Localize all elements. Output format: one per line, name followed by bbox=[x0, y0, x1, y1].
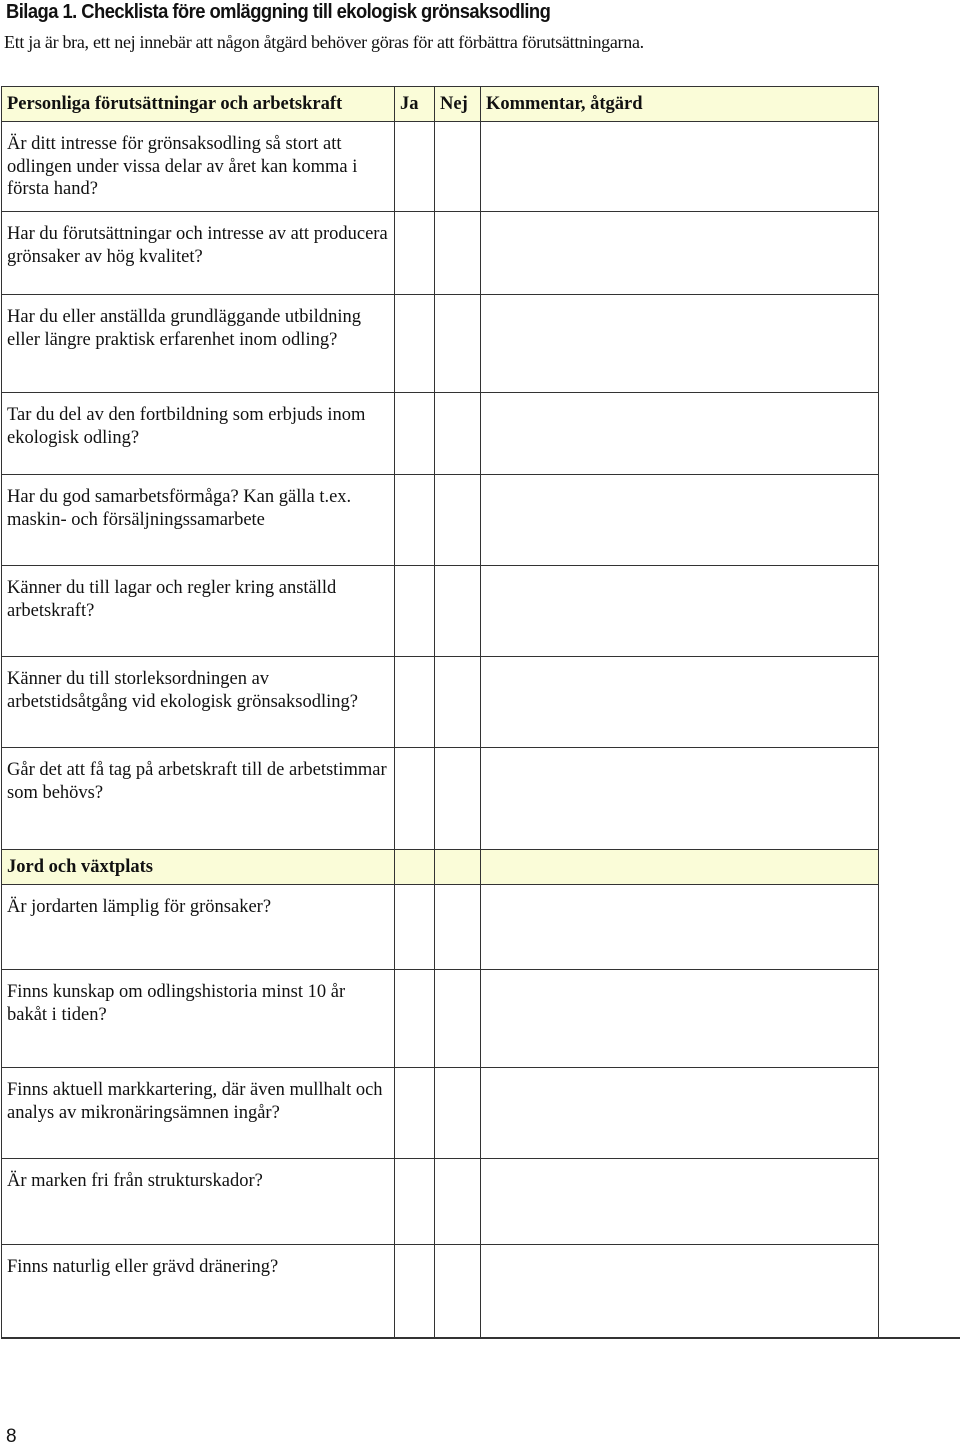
question-text: Är ditt intresse för grönsaksodling så stort att odlingen under vissa delar av året kan komma i första hand? bbox=[2, 122, 395, 212]
ja-checkbox-cell[interactable] bbox=[395, 566, 435, 657]
ja-checkbox-cell[interactable] bbox=[395, 885, 435, 970]
comment-cell[interactable] bbox=[481, 475, 879, 566]
question-row bbox=[2, 122, 879, 212]
comment-cell[interactable] bbox=[481, 1245, 879, 1339]
question-row bbox=[2, 657, 879, 748]
question-text: Har du förutsättningar och intresse av att producera grönsaker av hög kvalitet? bbox=[2, 212, 395, 295]
section-heading: Jord och växtplats bbox=[2, 850, 395, 885]
question-text: Går det att få tag på arbetskraft till de arbetstimmar som behövs? bbox=[2, 748, 395, 850]
question-text: Finns aktuell markkartering, där även mullhalt och analys av mikronäringsämnen ingår? bbox=[2, 1068, 395, 1159]
ja-checkbox-cell[interactable] bbox=[395, 122, 435, 212]
comment-cell[interactable] bbox=[481, 657, 879, 748]
nej-checkbox-cell[interactable] bbox=[435, 393, 481, 475]
question-text: Finns naturlig eller grävd dränering? bbox=[2, 1245, 395, 1339]
ja-column-header: Ja bbox=[395, 87, 435, 122]
checklist-table bbox=[1, 86, 879, 1339]
ja-checkbox-cell[interactable] bbox=[395, 1068, 435, 1159]
nej-checkbox-cell[interactable] bbox=[435, 657, 481, 748]
nej-checkbox-cell[interactable] bbox=[435, 295, 481, 393]
question-row bbox=[2, 212, 879, 295]
nej-checkbox-cell[interactable] bbox=[435, 1159, 481, 1245]
ja-checkbox-cell[interactable] bbox=[395, 393, 435, 475]
question-text: Känner du till lagar och regler kring anställd arbetskraft? bbox=[2, 566, 395, 657]
ja-checkbox-cell[interactable] bbox=[395, 295, 435, 393]
nej-checkbox-cell[interactable] bbox=[435, 566, 481, 657]
section-header-row bbox=[2, 850, 879, 885]
comment-cell[interactable] bbox=[481, 295, 879, 393]
question-text: Har du god samarbetsförmåga? Kan gälla t.ex. maskin- och försäljningssamarbete bbox=[2, 475, 395, 566]
page-number: 8 bbox=[6, 1426, 17, 1447]
comment-cell[interactable] bbox=[481, 748, 879, 850]
ja-checkbox-cell[interactable] bbox=[395, 212, 435, 295]
comment-cell[interactable] bbox=[481, 1159, 879, 1245]
question-row bbox=[2, 295, 879, 393]
nej-checkbox-cell[interactable] bbox=[435, 1245, 481, 1339]
ja-checkbox-cell[interactable] bbox=[395, 1245, 435, 1339]
question-text: Är marken fri från strukturskador? bbox=[2, 1159, 395, 1245]
nej-checkbox-cell[interactable] bbox=[435, 122, 481, 212]
comment-cell[interactable] bbox=[481, 885, 879, 970]
nej-checkbox-cell[interactable] bbox=[435, 748, 481, 850]
ja-checkbox-cell[interactable] bbox=[395, 657, 435, 748]
comment-cell[interactable] bbox=[481, 1068, 879, 1159]
question-text: Är jordarten lämplig för grönsaker? bbox=[2, 885, 395, 970]
nej-column-header: Nej bbox=[435, 87, 481, 122]
ja-checkbox-cell[interactable] bbox=[395, 748, 435, 850]
question-text: Finns kunskap om odlingshistoria minst 10 år bakåt i tiden? bbox=[2, 970, 395, 1068]
question-row bbox=[2, 1159, 879, 1245]
page-title: Bilaga 1. Checklista före omläggning till ekologisk grönsaksodling bbox=[6, 1, 551, 23]
question-text: Har du eller anställda grundläggande utbildning eller längre praktisk erfarenhet inom odling? bbox=[2, 295, 395, 393]
question-row bbox=[2, 1068, 879, 1159]
ja-checkbox-cell[interactable] bbox=[395, 970, 435, 1068]
nej-checkbox-cell[interactable] bbox=[435, 885, 481, 970]
ja-cell bbox=[395, 850, 435, 885]
comment-column-header: Kommentar, åtgärd bbox=[481, 87, 879, 122]
question-row bbox=[2, 885, 879, 970]
nej-checkbox-cell[interactable] bbox=[435, 970, 481, 1068]
question-row bbox=[2, 393, 879, 475]
question-row bbox=[2, 748, 879, 850]
nej-checkbox-cell[interactable] bbox=[435, 1068, 481, 1159]
comment-cell[interactable] bbox=[481, 393, 879, 475]
nej-checkbox-cell[interactable] bbox=[435, 475, 481, 566]
comment-cell bbox=[481, 850, 879, 885]
ja-checkbox-cell[interactable] bbox=[395, 1159, 435, 1245]
nej-checkbox-cell[interactable] bbox=[435, 212, 481, 295]
question-row bbox=[2, 970, 879, 1068]
question-text: Tar du del av den fortbildning som erbjuds inom ekologisk odling? bbox=[2, 393, 395, 475]
comment-cell[interactable] bbox=[481, 566, 879, 657]
comment-cell[interactable] bbox=[481, 212, 879, 295]
comment-cell[interactable] bbox=[481, 970, 879, 1068]
section-header-row bbox=[2, 87, 879, 122]
section-heading: Personliga förutsättningar och arbetskraft bbox=[2, 87, 395, 122]
question-row bbox=[2, 566, 879, 657]
comment-cell[interactable] bbox=[481, 122, 879, 212]
nej-cell bbox=[435, 850, 481, 885]
table-bottom-rule bbox=[1, 1337, 960, 1339]
question-row bbox=[2, 475, 879, 566]
page-subtitle: Ett ja är bra, ett nej innebär att någon åtgärd behöver göras för att förbättra förutsättningarna. bbox=[4, 32, 644, 52]
question-row bbox=[2, 1245, 879, 1339]
ja-checkbox-cell[interactable] bbox=[395, 475, 435, 566]
question-text: Känner du till storleksordningen av arbetstidsåtgång vid ekologisk grönsaksodling? bbox=[2, 657, 395, 748]
